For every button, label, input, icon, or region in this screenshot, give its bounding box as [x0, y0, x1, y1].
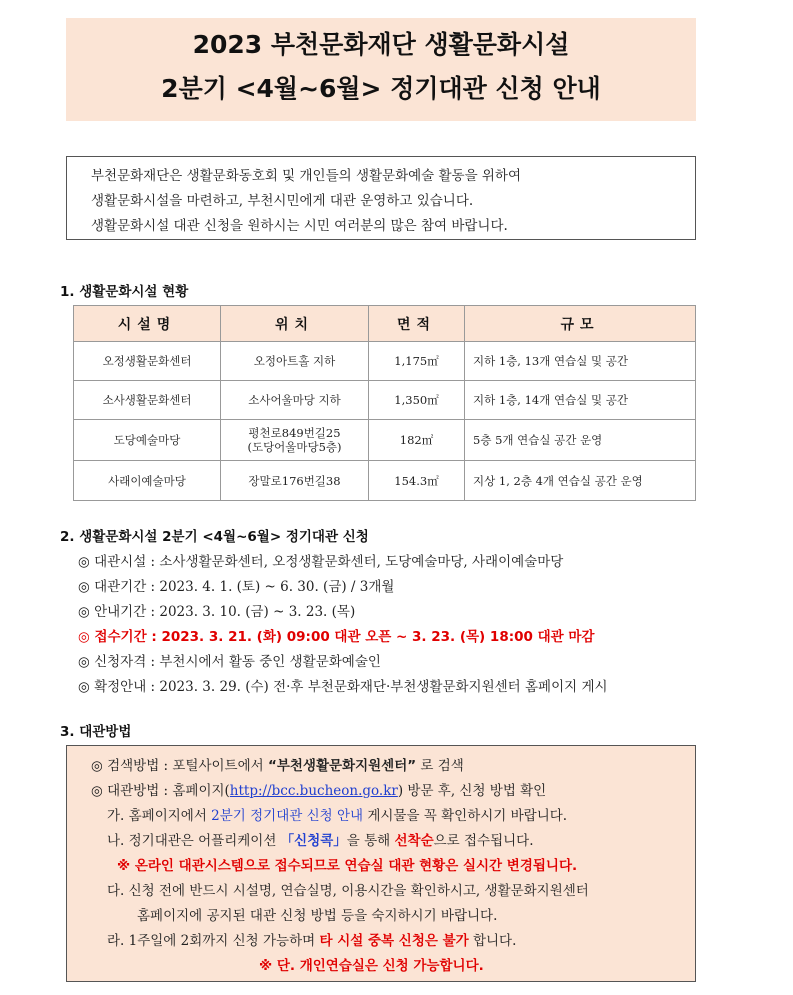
section3-heading: 3. 대관방법	[60, 724, 132, 740]
ga-suffix: 게시물을 꼭 확인하시기 바랍니다.	[363, 808, 568, 824]
cell-area: 154.3㎡	[369, 461, 465, 501]
item-facilities: ◎ 대관시설 : 소사생활문화센터, 오정생활문화센터, 도당예술마당, 사래이예술마당	[78, 554, 564, 570]
cell-scale: 지상 1, 2층 4개 연습실 공간 운영	[465, 461, 696, 501]
first-come-label: 선착순	[394, 833, 434, 849]
col-header-name: 시설명	[74, 306, 221, 342]
search-prefix: ◎ 검색방법 : 포털사이트에서	[91, 758, 268, 774]
title-line-1: 2023 부천문화재단 생활문화시설	[192, 30, 570, 59]
item-notice-period: ◎ 안내기간 : 2023. 3. 10. (금) ~ 3. 23. (목)	[78, 604, 356, 620]
section1-heading: 1. 생활문화시설 현황	[60, 284, 189, 300]
item-confirmation: ◎ 확정안내 : 2023. 3. 29. (수) 전·후 부천문화재단·부천생활문화지원센터 홈페이지 게시	[78, 679, 608, 695]
cell-location-line1: 평천로849번길25	[248, 426, 341, 440]
cell-area: 1,175㎡	[369, 342, 465, 381]
col-header-area: 면적	[369, 306, 465, 342]
facility-table	[73, 305, 696, 501]
cell-scale: 지하 1층, 14개 연습실 및 공간	[465, 381, 696, 420]
app-name: 「신청콕」	[280, 833, 347, 849]
table-header-row	[74, 306, 696, 342]
intro-line: 생활문화시설 대관 신청을 원하시는 시민 여러분의 많은 참여 바랍니다.	[91, 218, 508, 234]
table-row	[74, 342, 696, 381]
search-keyword: “부천생활문화지원센터”	[267, 758, 417, 774]
intro-line: 부천문화재단은 생활문화동호회 및 개인들의 생활문화예술 활동을 위하여	[91, 168, 522, 184]
col-header-location: 위치	[221, 306, 369, 342]
cell-name: 소사생활문화센터	[74, 381, 221, 420]
ra-suffix: 합니다.	[468, 933, 517, 949]
na-suffix: 으로 접수됩니다.	[433, 833, 534, 849]
table-row	[74, 420, 696, 461]
step-da-line2: 홈페이지에 공지된 대관 신청 방법 등을 숙지하시기 바랍니다.	[137, 908, 498, 924]
item-eligibility: ◎ 신청자격 : 부천시에서 활동 중인 생활문화예술인	[78, 654, 381, 670]
homepage-method	[91, 779, 546, 799]
col-header-scale: 규모	[465, 306, 696, 342]
cell-location: 오정아트홀 지하	[221, 342, 369, 381]
cell-location: 소사어울마당 지하	[221, 381, 369, 420]
notice-personal-room: ※ 단. 개인연습실은 신청 가능합니다.	[259, 958, 484, 974]
cell-area: 182㎡	[369, 420, 465, 461]
step-ra	[107, 929, 516, 949]
title-line-2: 2분기 <4월~6월> 정기대관 신청 안내	[161, 74, 601, 103]
cell-name: 사래이예술마당	[74, 461, 221, 501]
cell-area: 1,350㎡	[369, 381, 465, 420]
cell-location: 장말로176번길38	[221, 461, 369, 501]
step-na	[107, 829, 534, 849]
cell-scale: 5층 5개 연습실 공간 운영	[465, 420, 696, 461]
item-rental-period: ◎ 대관기간 : 2023. 4. 1. (토) ~ 6. 30. (금) / 3개월	[78, 579, 395, 595]
cell-name: 도당예술마당	[74, 420, 221, 461]
step-ga	[107, 804, 567, 824]
item-application-period: ◎ 접수기간 : 2023. 3. 21. (화) 09:00 대관 오픈 ~ 3. 23. (목) 18:00 대관 마감	[78, 629, 595, 645]
na-prefix: 나. 정기대관은 어플리케이션	[107, 833, 281, 849]
title-banner	[66, 18, 696, 121]
table-row	[74, 461, 696, 501]
cell-scale: 지하 1층, 13개 연습실 및 공간	[465, 342, 696, 381]
ra-prefix: 라. 1주일에 2회까지 신청 가능하며	[107, 933, 320, 949]
homepage-prefix: ◎ 대관방법 : 홈페이지(	[91, 783, 230, 799]
homepage-suffix: ) 방문 후, 신청 방법 확인	[397, 783, 547, 799]
intro-box	[66, 156, 696, 240]
notice-realtime: ※ 온라인 대관시스템으로 접수되므로 연습실 대관 현황은 실시간 변경됩니다.	[117, 858, 578, 874]
cell-location	[221, 420, 369, 461]
ga-prefix: 가. 홈페이지에서	[107, 808, 212, 824]
na-mid: 을 통해	[346, 833, 395, 849]
cell-location-line2: (도당어울마당5층)	[247, 440, 342, 454]
search-suffix: 로 검색	[416, 758, 464, 774]
method-box	[66, 745, 696, 982]
ra-highlight: 타 시설 중복 신청은 불가	[319, 933, 469, 949]
section2-heading: 2. 생활문화시설 2분기 <4월~6월> 정기대관 신청	[60, 529, 369, 545]
intro-line: 생활문화시설을 마련하고, 부천시민에게 대관 운영하고 있습니다.	[91, 193, 474, 209]
table-row	[74, 381, 696, 420]
homepage-link[interactable]: http://bcc.bucheon.go.kr	[229, 783, 398, 799]
step-da-line1: 다. 신청 전에 반드시 시설명, 연습실명, 이용시간을 확인하시고, 생활문화지원센터	[107, 883, 589, 899]
cell-name: 오정생활문화센터	[74, 342, 221, 381]
search-method	[91, 754, 464, 774]
ga-highlight: 2분기 정기대관 신청 안내	[211, 808, 364, 824]
